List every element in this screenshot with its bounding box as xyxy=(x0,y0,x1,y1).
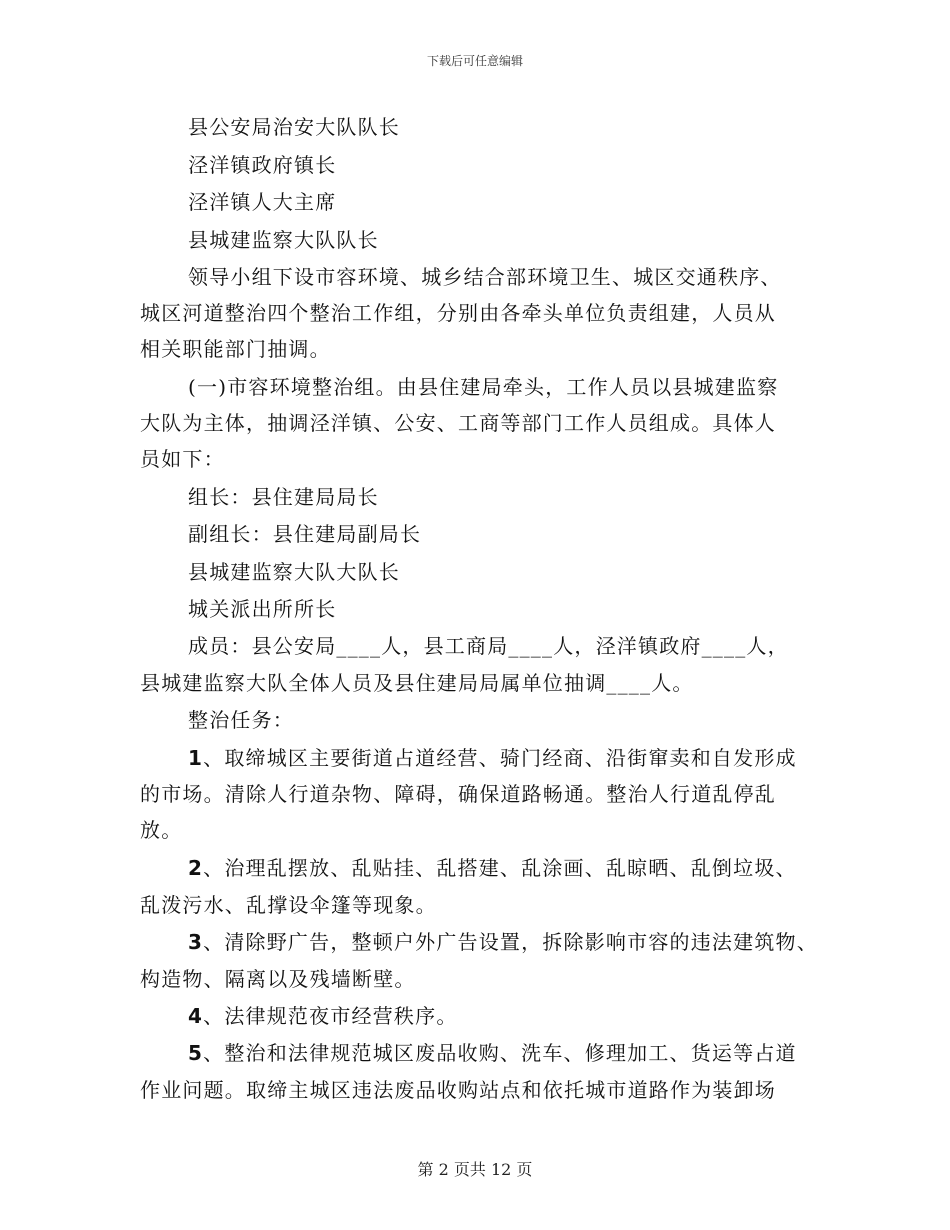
task-line xyxy=(188,1003,878,1029)
paragraph-line: 县城建监察大队全体人员及县住建局局属单位抽调____人。 xyxy=(140,671,694,695)
paragraph-line: (一)市容环境整治组。由县住建局牵头，工作人员以县城建监察 xyxy=(188,375,779,399)
text-line: 县城建监察大队大队长 xyxy=(188,560,400,584)
task-line: 作业问题。取缔主城区违法废品收购站点和依托城市道路作为装卸场 xyxy=(140,1078,776,1102)
text-line: 县城建监察大队队长 xyxy=(188,228,379,252)
section-heading: 整治任务： xyxy=(188,708,294,732)
text-line: 泾洋镇人大主席 xyxy=(188,190,337,214)
task-line xyxy=(188,929,878,955)
task-line: 构造物、隔离以及残墙断壁。 xyxy=(140,967,416,991)
task-line: 乱泼污水、乱撑设伞篷等现象。 xyxy=(140,893,437,917)
task-text: 、治理乱摆放、乱贴挂、乱搭建、乱涂画、乱晾晒、乱倒垃圾、 xyxy=(203,856,797,880)
task-number: 4 xyxy=(188,1004,204,1028)
paragraph-line: 领导小组下设市容环境、城乡结合部环境卫生、城区交通秩序、 xyxy=(188,265,782,289)
paragraph-line: 成员：县公安局____人，县工商局____人，泾洋镇政府____人， xyxy=(188,634,789,658)
task-line xyxy=(188,745,878,771)
task-number: 1 xyxy=(188,746,204,770)
paragraph-line: 城区河道整治四个整治工作组，分别由各牵头单位负责组建，人员从 xyxy=(140,301,776,325)
task-number: 3 xyxy=(188,930,204,954)
task-number: 5 xyxy=(188,1041,204,1065)
text-line: 泾洋镇政府镇长 xyxy=(188,153,337,177)
task-text: 、法律规范夜市经营秩序。 xyxy=(203,1004,458,1028)
paragraph-line: 员如下： xyxy=(140,447,225,471)
task-number: 2 xyxy=(188,856,204,880)
task-line xyxy=(188,855,878,881)
text-line: 副组长：县住建局副局长 xyxy=(188,522,422,546)
paragraph-line: 相关职能部门抽调。 xyxy=(140,337,331,361)
text-line: 组长：县住建局局长 xyxy=(188,485,379,509)
task-text: 、取缔城区主要街道占道经营、骑门经商、沿街窜卖和自发形成 xyxy=(203,746,797,770)
task-line xyxy=(188,1040,878,1066)
text-line: 县公安局治安大队队长 xyxy=(188,115,400,139)
task-text: 、清除野广告，整顿户外广告设置，拆除影响市容的违法建筑物、 xyxy=(203,930,818,954)
task-text: 、整治和法律规范城区废品收购、洗车、修理加工、货运等占道 xyxy=(203,1041,797,1065)
page-footer: 第 2 页共 12 页 xyxy=(417,1160,533,1179)
task-line: 放。 xyxy=(140,818,183,842)
task-line: 的市场。清除人行道杂物、障碍，确保道路畅通。整治人行道乱停乱 xyxy=(140,782,776,806)
page-header: 下载后可任意编辑 xyxy=(426,54,523,68)
paragraph-line: 大队为主体，抽调泾洋镇、公安、工商等部门工作人员组成。具体人 xyxy=(140,411,776,435)
text-line: 城关派出所所长 xyxy=(188,597,337,621)
